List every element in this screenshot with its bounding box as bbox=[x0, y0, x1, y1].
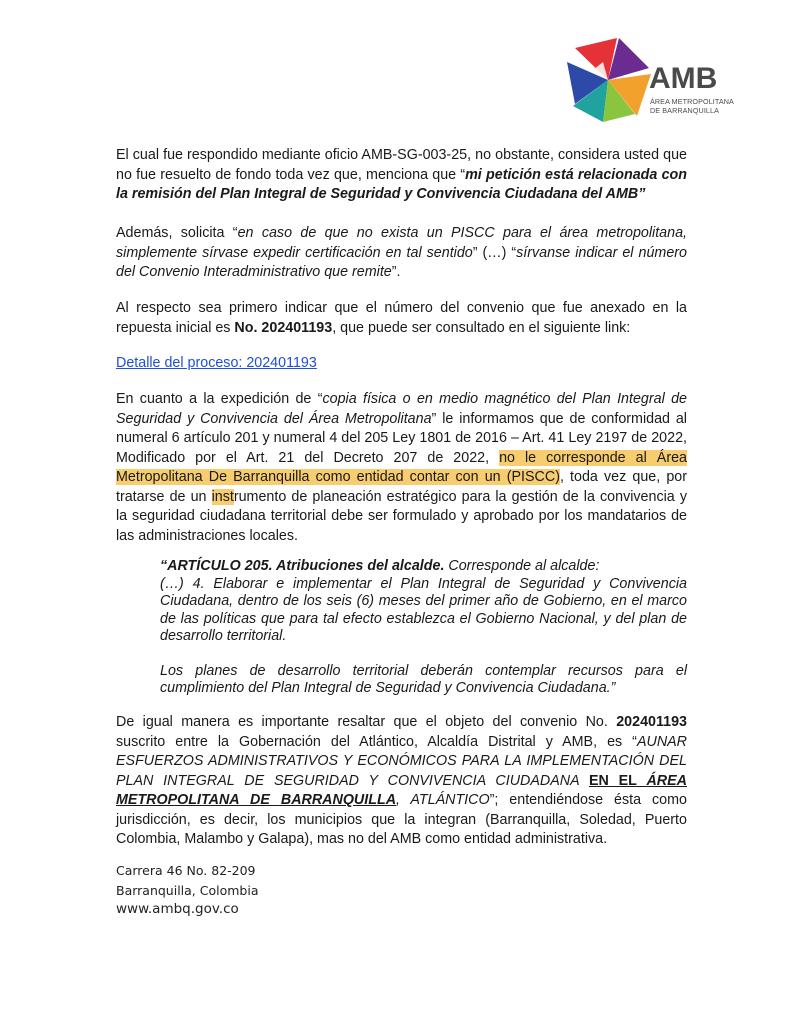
article-quote: “ARTÍCULO 205. Atribuciones del alcalde. Corresponde al alcalde: (…) 4. Elaborar e implementar el Plan Integral de Seguridad y Convivencia Ciudadana, dentro de los seis (6) meses del primer año de Gobierno, en el marco de las políticas que para tal efecto establezca el Gobierno Nacional, y del plan de desarrollo territorial. Los planes de desarrollo territorial deberán contemplar recursos para el cumplimiento del Plan Integral de Seguridad y Convivencia Ciudadana.” bbox=[160, 558, 687, 696]
amb-logo bbox=[563, 34, 733, 126]
footer-address: Carrera 46 No. 82-209 bbox=[116, 863, 256, 878]
process-detail-link[interactable]: Detalle del proceso: 202401193 bbox=[116, 355, 317, 371]
footer-city: Barranquilla, Colombia bbox=[116, 882, 259, 898]
footer-website[interactable]: www.ambq.gov.co bbox=[116, 901, 239, 917]
highlighted-text: no le corresponde al Área Metropolitana De Barranquilla como entidad contar con un (PISCC) bbox=[116, 449, 687, 485]
logo-subtitle: ÁREA METROPOLITANA DE BARRANQUILLA bbox=[650, 97, 734, 115]
paragraph-convenio-object: De igual manera es importante resaltar que el objeto del convenio No. 202401193 suscrito entre la Gobernación del Atlántico, Alcaldía Distrital y AMB, es “AUNAR ESFUERZOS ADMINISTRATIVOS Y ECONÓMICOS PARA LA IMPLEMENTACIÓN DEL PLAN INTEGRAL DE SEGURIDAD Y CONVIVENCIA CIUDADANA EN EL ÁREA METROPOLITANA DE BARRANQUILLA, ATLÁNTICO”; entendiéndose ésta como jurisdicción, es decir, los municipios que la integran (Barranquilla, Soledad, Puerto Colombia, Malambo y Galapa), mas no del AMB como entidad administrativa. bbox=[116, 714, 687, 847]
amb-pinwheel-icon bbox=[563, 34, 653, 126]
paragraph-request: Además, solicita “en caso de que no exista un PISCC para el área metropolitana, simplemente sírvase expedir certificación en tal sentido” (…) “sírvanse indicar el número del Convenio Interadministrativo que remite”. bbox=[116, 225, 688, 280]
logo-abbreviation: AMB bbox=[649, 62, 718, 95]
paragraph-convenio-number: Al respecto sea primero indicar que el número del convenio que fue anexado en la repuesta inicial es No. 202401193, que puede ser consultado en el siguiente link: bbox=[116, 300, 687, 336]
link-row bbox=[116, 354, 687, 374]
footer-contact bbox=[116, 861, 259, 920]
paragraph-response: El cual fue respondido mediante oficio AMB-SG-003-25, no obstante, considera usted que no fue resuelto de fondo toda vez que, menciona que “mi petición está relacionada con la remisión del Plan Integral de Seguridad y Convivencia Ciudadana del AMB” bbox=[116, 147, 687, 202]
paragraph-copy-request: En cuanto a la expedición de “copia física o en medio magnético del Plan Integral de Seguridad y Convivencia del Área Metropolitana” le informamos que de conformidad al numeral 6 artículo 201 y numeral 4 del 205 Ley 1801 de 2016 – Art. 41 Ley 2197 de 2022, Modificado por el Art. 21 del Decreto 207 de 2022, no le corresponde al Área Metropolitana De Barranquilla como entidad contar con un (PISCC), toda vez que, por tratarse de un instrumento de planeación estratégico para la gestión de la convivencia y la seguridad ciudadana territorial debe ser formulado y aprobado por los mandatarios de las administraciones locales. bbox=[116, 391, 687, 544]
highlighted-fragment: inst bbox=[211, 488, 234, 505]
